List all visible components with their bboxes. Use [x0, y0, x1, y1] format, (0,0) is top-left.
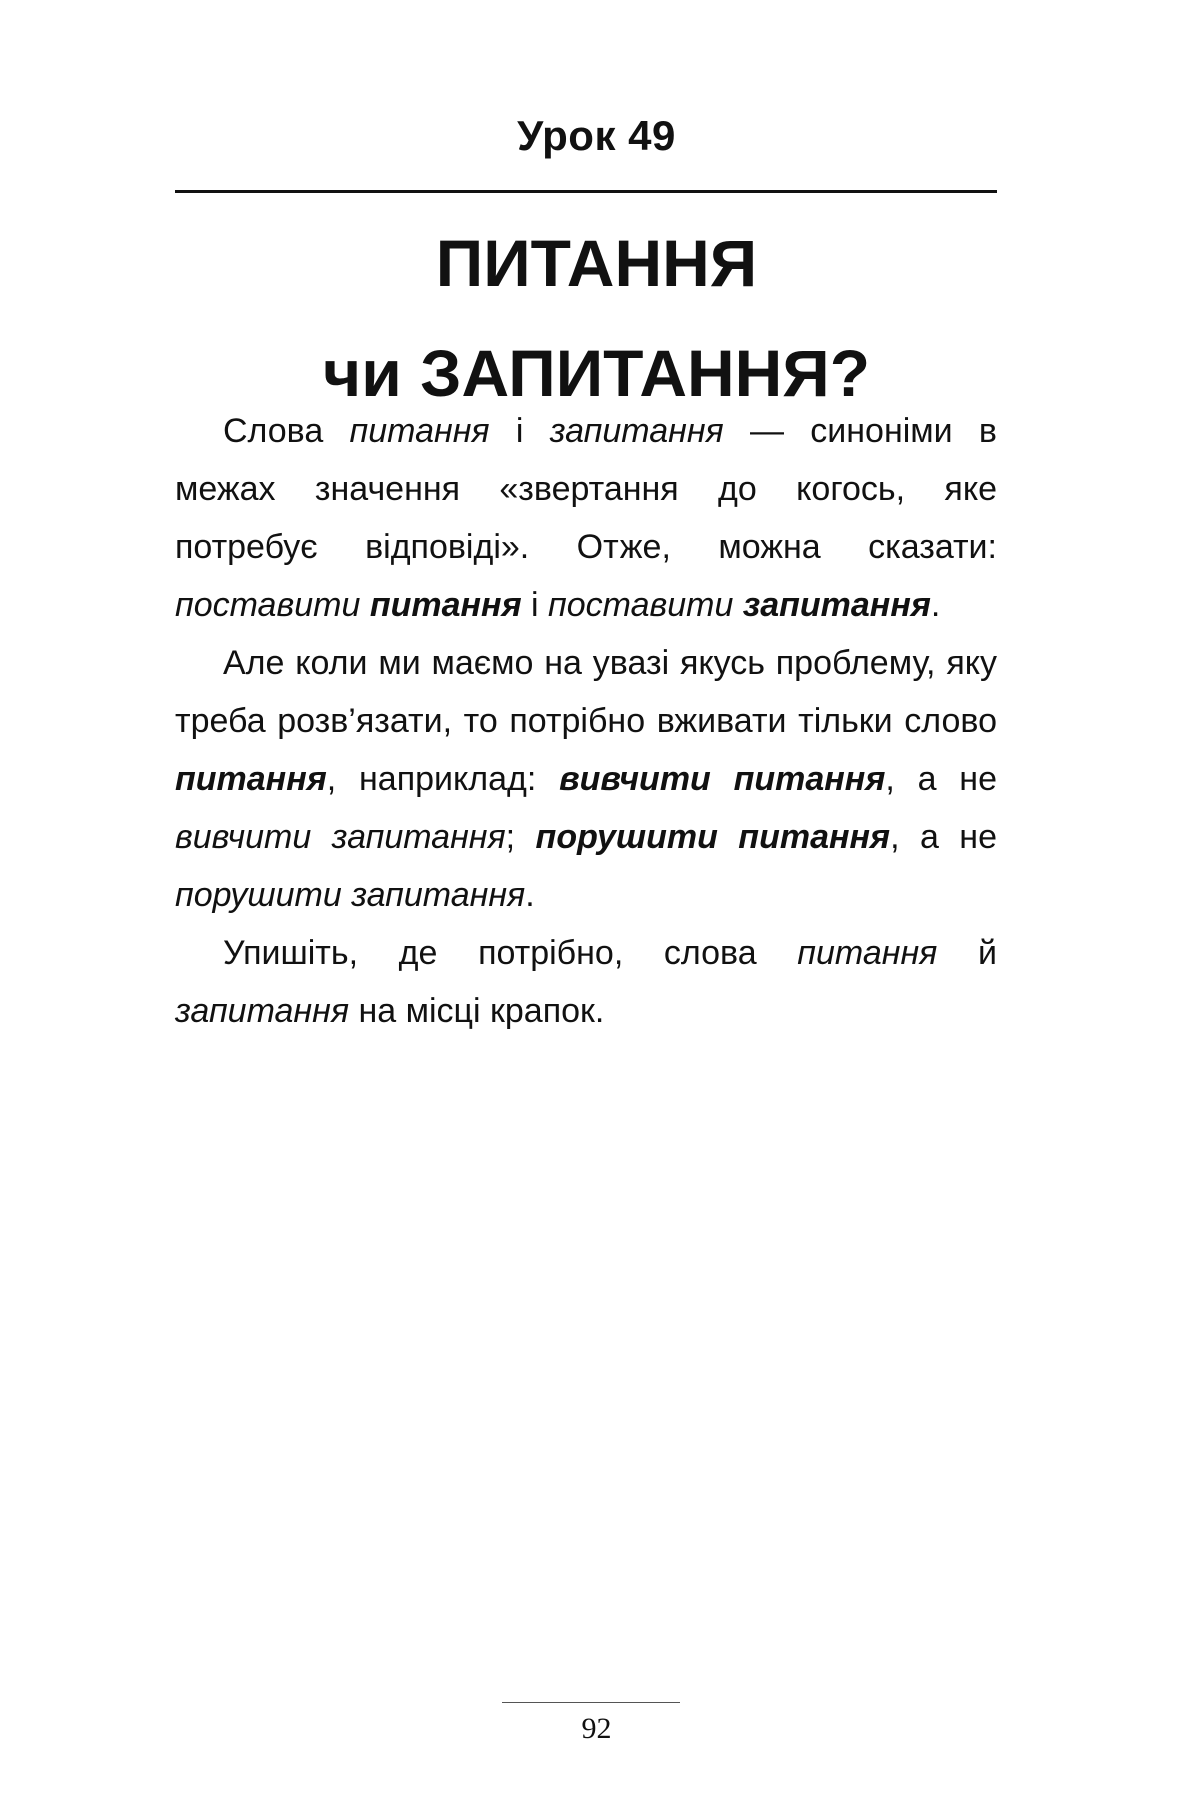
- italic-term: порушити запитання: [175, 876, 526, 914]
- text-run: .: [930, 586, 941, 624]
- text-run: [360, 586, 369, 624]
- italic-term: вивчити запитання: [175, 818, 506, 856]
- text-run: , а не: [885, 760, 997, 798]
- italic-term: запитання: [549, 412, 724, 450]
- text-run: і: [521, 586, 549, 624]
- text-run: Слова: [223, 412, 350, 450]
- paragraph-usage: [175, 634, 997, 924]
- text-run: , наприклад:: [326, 760, 560, 798]
- italic-term: питання: [797, 934, 938, 972]
- page-title: [0, 208, 1193, 428]
- paragraph-synonyms: [175, 402, 997, 634]
- title-divider: [175, 190, 997, 193]
- text-run: ;: [505, 818, 536, 856]
- italic-term: питання: [349, 412, 490, 450]
- text-run: і: [489, 412, 550, 450]
- bold-italic-term: питання: [369, 586, 522, 624]
- title-line-2: чи ЗАПИТАННЯ?: [322, 336, 871, 410]
- italic-term: поставити: [548, 586, 734, 624]
- bold-italic-term: запитання: [742, 586, 931, 624]
- paragraph-exercise: [175, 924, 997, 1040]
- text-run: Упишіть, де потрібно, слова: [223, 934, 798, 972]
- bold-italic-term: питання: [175, 760, 327, 798]
- text-run: Але коли ми маємо на увазі якусь проблему, яку треба розв’язати, то потрібно вживати тільки слово: [175, 644, 997, 740]
- footer-divider: [502, 1702, 680, 1703]
- lesson-number: Урок 49: [517, 112, 676, 159]
- text-run: .: [525, 876, 535, 914]
- text-run: — синоніми в межах значення «звертання до когось, яке потребує відповіді». Отже, можна сказати:: [175, 412, 997, 566]
- page-number: 92: [581, 1712, 612, 1745]
- italic-term: запитання: [175, 992, 350, 1030]
- lesson-body: [175, 402, 997, 1040]
- text-run: на місці крапок.: [349, 992, 605, 1030]
- bold-italic-term: порушити питання: [535, 818, 891, 856]
- text-run: , а не: [890, 818, 997, 856]
- title-line-1: ПИТАННЯ: [435, 226, 758, 300]
- text-run: й: [937, 934, 997, 972]
- bold-italic-term: вивчити питання: [559, 760, 886, 798]
- italic-term: поставити: [175, 586, 361, 624]
- text-run: [733, 586, 742, 624]
